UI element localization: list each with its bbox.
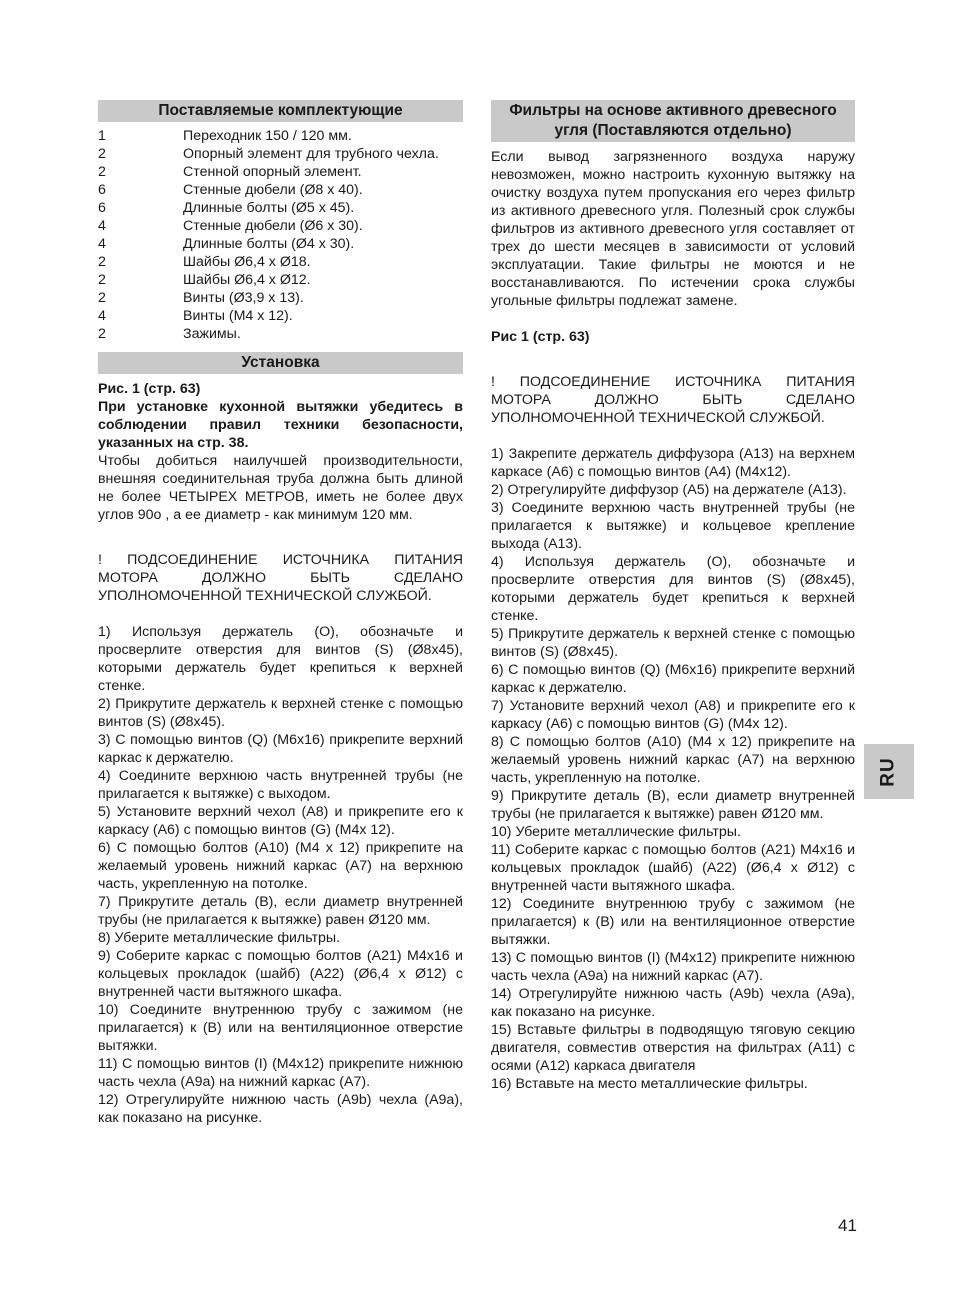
part-quantity: 2	[98, 272, 106, 288]
install-power-warning: ! ПОДСОЕДИНЕНИЕ ИСТОЧНИКА ПИТАНИЯ МОТОРА ДОЛЖНО БЫТЬ СДЕЛАНО УПОЛНОМОЧЕННОЙ ТЕХНИЧЕСКОЙ СЛУЖБОЙ.	[98, 552, 463, 604]
parts-list-item	[98, 127, 463, 145]
step-item: 8) С помощью болтов (A10) (M4 x 12) прикрепите на желаемый уровень нижний каркас (A7) на верхнюю часть, укрепленную на потолке.	[491, 734, 855, 786]
install-steps	[98, 623, 463, 1127]
parts-list-item	[98, 199, 463, 217]
part-quantity: 4	[98, 308, 106, 324]
part-quantity: 2	[98, 254, 106, 270]
part-quantity: 2	[98, 326, 106, 342]
language-tab	[864, 744, 914, 799]
step-item: 7) Установите верхний чехол (A8) и прикрепите его к каркасу (A6) с помощью винтов (G) (M4x 12).	[491, 698, 855, 732]
step-item: 11) Соберите каркас с помощью болтов (A21) M4x16 и кольцевых прокладок (шайб) (A22) (Ø6,4 x Ø12) с внутренней части вытяжного шкафа.	[491, 842, 855, 894]
filters-figure-ref: Рис 1 (стр. 63)	[491, 329, 590, 345]
step-item: 7) Прикрутите деталь (B), если диаметр внутренней трубы (не прилагается к вытяжке) равен Ø120 мм.	[98, 894, 463, 928]
part-description: Винты (Ø3,9 x 13).	[183, 290, 304, 306]
supplied-parts-heading: Поставляемые комплектующие	[98, 100, 463, 122]
part-description: Стенные дюбели (Ø6 x 30).	[183, 218, 363, 234]
step-item: 1) Закрепите держатель диффузора (A13) на верхнем каркасе (A6) с помощью винтов (A4) (M4x12).	[491, 446, 855, 480]
parts-list-item	[98, 163, 463, 181]
step-item: 16) Вставьте на место металлические фильтры.	[491, 1076, 808, 1092]
filters-intro: Если вывод загрязненного воздуха наружу невозможен, можно настроить кухонную вытяжку на очистку воздуха путем пропускания его через фильтр из активного древесного угля. Полезный срок службы фильтров из активного древесного угля составляет от трех до шести месяцев в зависимости от условий эксплуатации. Такие фильтры не моются и не восстанавливаются. По истечении срока службы угольные фильтры подлежат замене.	[491, 149, 855, 309]
step-item: 9) Соберите каркас с помощью болтов (A21) M4x16 и кольцевых прокладок (шайб) (A22) (Ø6,4 x Ø12) с внутренней части вытяжного шкафа.	[98, 948, 463, 1000]
step-item: 11) С помощью винтов (I) (M4x12) прикрепите нижнюю часть чехла (A9a) на нижний каркас (A7).	[98, 1056, 463, 1090]
parts-list-item	[98, 271, 463, 289]
parts-list-item	[98, 181, 463, 199]
step-item: 8) Уберите металлические фильтры.	[98, 930, 341, 946]
step-item: 6) С помощью болтов (A10) (M4 x 12) прикрепите на желаемый уровень нижний каркас (A7) на верхнюю часть, укрепленную на потолке.	[98, 840, 463, 892]
parts-list-item	[98, 217, 463, 235]
part-description: Длинные болты (Ø4 x 30).	[183, 236, 355, 252]
install-safety-warning: При установке кухонной вытяжки убедитесь в соблюдении правил техники безопасности, указанных на стр. 38.	[98, 399, 463, 451]
step-item: 5) Установите верхний чехол (A8) и прикрепите его к каркасу (A6) с помощью винтов (G) (M4x 12).	[98, 804, 463, 838]
left-column	[98, 100, 463, 1127]
part-quantity: 6	[98, 182, 106, 198]
language-tab-label: RU	[877, 756, 899, 787]
step-item: 1) Используя держатель (O), обозначьте и просверлите отверстия для винтов (S) (Ø8x45), которыми держатель будет крепиться к верхней стенке.	[98, 624, 463, 694]
part-description: Длинные болты (Ø5 x 45).	[183, 200, 355, 216]
step-item: 3) Соедините верхнюю часть внутренней трубы (не прилагается к вытяжке) и кольцевое крепление выхода (A13).	[491, 500, 855, 552]
part-description: Зажимы.	[183, 326, 241, 342]
step-item: 4) Соедините верхнюю часть внутренней трубы (не прилагается к вытяжке) с выходом.	[98, 768, 463, 802]
step-item: 10) Соедините внутреннюю трубу с зажимом (не прилагается) к (B) или на вентиляционное отверстие вытяжки.	[98, 1002, 463, 1054]
part-description: Шайбы Ø6,4 x Ø18.	[183, 254, 311, 270]
carbon-filters-heading: Фильтры на основе активного древесного угля (Поставляются отдельно)	[491, 100, 855, 142]
parts-list	[98, 127, 463, 343]
part-description: Стенной опорный элемент.	[183, 164, 362, 180]
step-item: 6) С помощью винтов (Q) (M6x16) прикрепите верхний каркас к держателю.	[491, 662, 855, 696]
part-description: Винты (M4 x 12).	[183, 308, 293, 324]
step-item: 12) Отрегулируйте нижнюю часть (A9b) чехла (A9a), как показано на рисунке.	[98, 1092, 463, 1126]
part-description: Шайбы Ø6,4 x Ø12.	[183, 272, 311, 288]
right-column	[491, 100, 855, 1093]
step-item: 10) Уберите металлические фильтры.	[491, 824, 741, 840]
step-item: 4) Используя держатель (O), обозначьте и просверлите отверстия для винтов (S) (Ø8x45), которыми держатель будет крепиться к верхней стенке.	[491, 554, 855, 624]
step-item: 5) Прикрутите держатель к верхней стенке с помощью винтов (S) (Ø8x45).	[491, 626, 855, 660]
step-item: 15) Вставьте фильтры в подводящую тяговую секцию двигателя, совместив отверстия на фильтрах (A11) с осями (A12) каркаса двигателя	[491, 1022, 855, 1074]
part-quantity: 2	[98, 164, 106, 180]
step-item: 2) Отрегулируйте диффузор (A5) на держателе (A13).	[491, 482, 847, 498]
parts-list-item	[98, 289, 463, 307]
filters-power-warning: ! ПОДСОЕДИНЕНИЕ ИСТОЧНИКА ПИТАНИЯ МОТОРА ДОЛЖНО БЫТЬ СДЕЛАНО УПОЛНОМОЧЕННОЙ ТЕХНИЧЕСКОЙ СЛУЖБОЙ.	[491, 374, 855, 426]
install-figure-ref: Рис. 1 (стр. 63)	[98, 381, 201, 397]
part-quantity: 4	[98, 236, 106, 252]
parts-list-item	[98, 307, 463, 325]
part-description: Стенные дюбели (Ø8 x 40).	[183, 182, 363, 198]
part-description: Переходник 150 / 120 мм.	[183, 128, 352, 144]
installation-heading: Установка	[98, 352, 463, 374]
part-description: Опорный элемент для трубного чехла.	[183, 146, 439, 162]
step-item: 13) С помощью винтов (I) (M4x12) прикрепите нижнюю часть чехла (A9a) на нижний каркас (A7).	[491, 950, 855, 984]
page-number: 41	[838, 1216, 857, 1235]
part-quantity: 2	[98, 290, 106, 306]
parts-list-item	[98, 235, 463, 253]
filters-steps	[491, 445, 855, 1093]
step-item: 14) Отрегулируйте нижнюю часть (A9b) чехла (A9a), как показано на рисунке.	[491, 986, 855, 1020]
parts-list-item	[98, 253, 463, 271]
parts-list-item	[98, 145, 463, 163]
parts-list-item	[98, 325, 463, 343]
step-item: 2) Прикрутите держатель к верхней стенке с помощью винтов (S) (Ø8x45).	[98, 696, 463, 730]
step-item: 9) Прикрутите деталь (B), если диаметр внутренней трубы (не прилагается к вытяжке) равен Ø120 мм.	[491, 788, 855, 822]
part-quantity: 6	[98, 200, 106, 216]
step-item: 12) Соедините внутреннюю трубу с зажимом (не прилагается) к (B) или на вентиляционное отверстие вытяжки.	[491, 896, 855, 948]
step-item: 3) С помощью винтов (Q) (M6x16) прикрепите верхний каркас к держателю.	[98, 732, 463, 766]
part-quantity: 4	[98, 218, 106, 234]
part-quantity: 2	[98, 146, 106, 162]
install-intro: Чтобы добиться наилучшей производительности, внешняя соединительная труба должна быть длиной не более ЧЕТЫРЕХ МЕТРОВ, иметь не более двух углов 90o , а ее диаметр - как минимум 120 мм.	[98, 453, 463, 523]
part-quantity: 1	[98, 128, 106, 144]
